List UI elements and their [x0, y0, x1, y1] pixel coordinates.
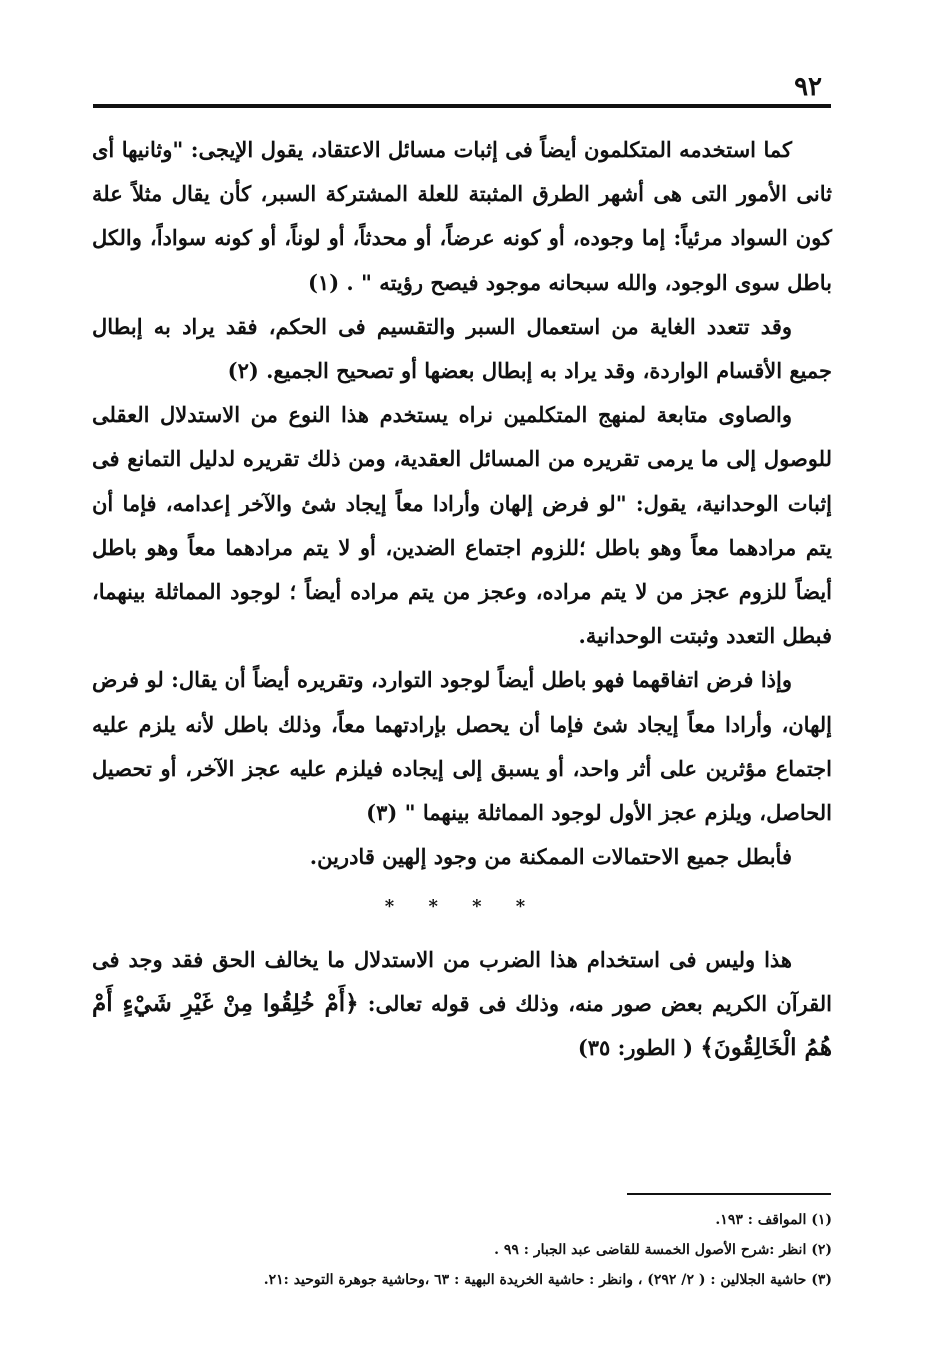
paragraph-6-text: هذا وليس فى استخدام هذا الضرب من الاستدلال ما يخالف الحق فقد وجد فى القرآن الكريم بعض صور منه، وذلك فى قوله تعالى: [92, 946, 832, 1016]
footnotes [92, 1205, 832, 1295]
paragraph-1: كما استخدمه المتكلمون أيضاً فى إثبات مسائل الاعتقاد، يقول الإيجى: "وثانيها أى ثانى الأمور التى هى أشهر الطرق المثبتة للعلة المشتركة السبر، كأن يقال مثلاً علة كون السواد مرئياً: إما وجوده، أو كونه عرضاً، أو محدثاً، أو لوناً، أو كونه سواداً، والكل باطل سوى الوجود، والله سبحانه موجود فيصح رؤيته " . (١) [92, 137, 832, 295]
paragraph-5: فأبطل جميع الاحتمالات الممكنة من وجود إلهين قادرين. [309, 844, 792, 870]
paragraph-2: وقد تتعدد الغاية من استعمال السبر والتقسيم فى الحكم، فقد يراد به إبطال جميع الأقسام الواردة، وقد يراد به إبطال بعضها أو تصحيح الجميع. (٢) [92, 313, 832, 384]
main-text [92, 128, 832, 1070]
footnote-2: (٢) انظر :شرح الأصول الخمسة للقاضى عبد الجبار : ٩٩ . [494, 1242, 832, 1258]
footnote-3: (٣) حاشية الجلالين : ( ٢/ ٢٩٢) ، وانظر : حاشية الخريدة البهية : ٦٣ ،وحاشية جوهرة التوحيد :٢١. [263, 1272, 832, 1288]
paragraph-4: وإذا فرض اتفاقهما فهو باطل أيضاً لوجود التوارد، وتقريره أيضاً أن يقال: لو فرض إلهان، وأرادا معاً إيجاد شئ فإما أن يحصل بإرادتهما معاً، وذلك باطل لأنه يلزم عليه اجتماع مؤثرين على أثر واحد، أو يسبق إلى إيجاده فيلزم عليه عجز الآخر، أو تحصيل الحاصل، ويلزم عجز الأول لوجود المماثلة بينهما " (٣) [92, 667, 832, 826]
section-separator: * * * * [384, 896, 540, 918]
quran-verse: ﴿أَمْ خُلِقُوا مِنْ غَيْرِ شَيْءٍ أَمْ هُمُ الْخَالِقُونَ﴾ [92, 989, 832, 1062]
header-rule [93, 104, 831, 108]
verse-reference: ( الطور: ٣٥) [577, 1035, 701, 1061]
footnote-1: (١) المواقف : ١٩٣. [715, 1212, 832, 1228]
paragraph-3: والصاوى متابعة لمنهج المتكلمين نراه يستخدم هذا النوع من الاستدلال العقلى للوصول إلى ما يرمى تقريره من المسائل العقدية، ومن ذلك تقريره لدليل التمانع فى إثبات الوحدانية، يقول: "لو فرض إلهان وأرادا معاً إيجاد شئ والآخر إعدامه، فإما أن يتم مرادهما معاً وهو باطل ؛للزوم اجتماع الضدين، أو لا يتم مرادهما معاً وهو باطل أيضاً للزوم عجز من لا يتم مراده، وعجز من يتم مراده أيضاً ؛ لوجود المماثلة بينهما، فبطل التعدد وثبتت الوحدانية. [92, 402, 832, 649]
page-number: ٩٢ [794, 72, 822, 102]
paragraph-6 [92, 938, 832, 1071]
footnote-rule [627, 1193, 831, 1195]
